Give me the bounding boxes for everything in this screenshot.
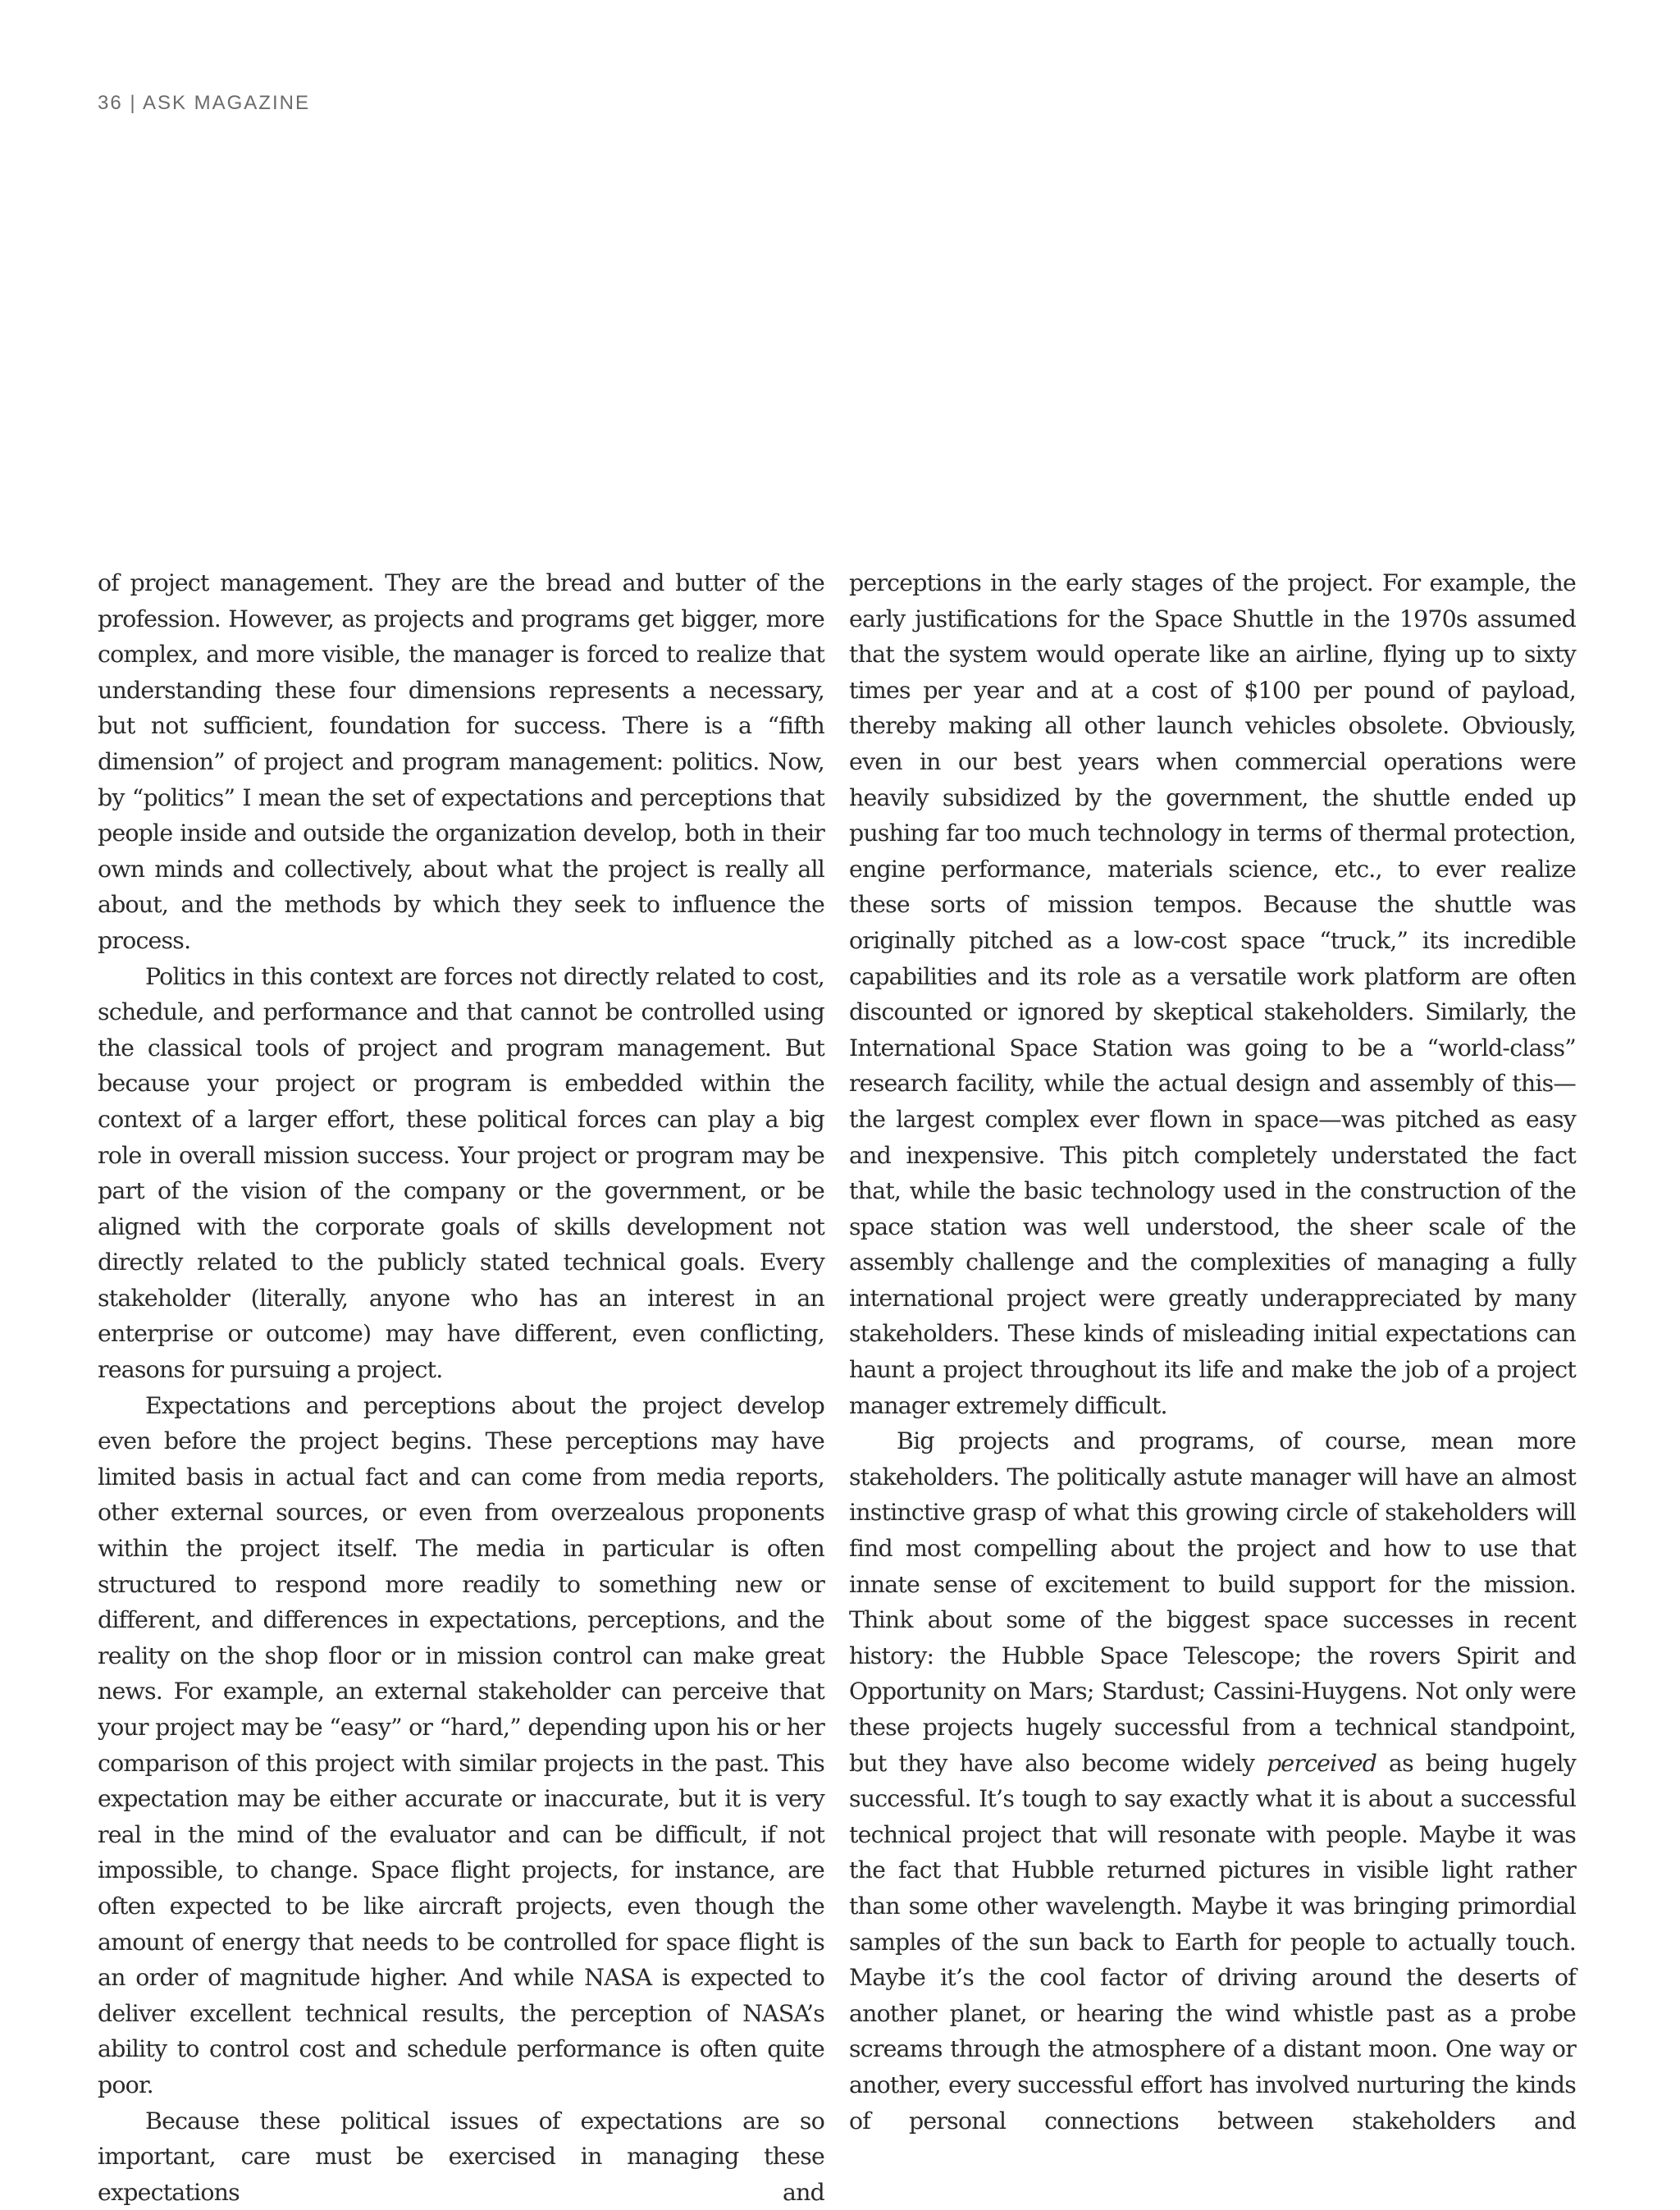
left-column [98,565,824,2210]
right-paragraph-1: perceptions in the early stages of the project. For example, the early justifications for the Space Shuttle in the 1970s assumed that the system would operate like an airline, flying up to sixty times per year and at a cost of $100 per pound of payload, thereby making all other launch vehicles obsolete. Obviously, even in our best years when commercial operations were heavily subsidized by the government, the shuttle ended up pushing far too much technology in terms of thermal protection, engine performance, materials science, etc., to ever realize these sorts of mission tempos. Because the shuttle was originally pitched as a low-cost space “truck,” its incredible capabilities and its role as a versatile work platform are often discounted or ignored by skeptical stakeholders. Similarly, the International Space Station was going to be a “world-class” research facility, while the actual design and assembly of this—the largest complex ever flown in space—was pitched as easy and inexpensive. This pitch completely understated the fact that, while the basic technology used in the construction of the space station was well understood, the sheer scale of the assembly challenge and the complexities of managing a fully international project were greatly underappreciated by many stakeholders. These kinds of misleading initial expectations can haunt a project throughout its life and make the job of a project manager extremely difficult. [849,569,1576,1419]
emphasis-perceived: perceived [1266,1749,1377,1777]
left-paragraph-3: Expectations and perceptions about the project develop even before the project begins. These perceptions may have limited basis in actual fact and can come from media reports, other external sources, or even from overzealous proponents within the project itself. The media in particular is often structured to respond more readily to something new or different, and differences in expectations, perceptions, and the reality on the shop floor or in mission control can make great news. For example, an external stakeholder can perceive that your project may be “easy” or “hard,” depending upon his or her comparison of this project with similar projects in the past. This expectation may be either accurate or inaccurate, but it is very real in the mind of the evaluator and can be difficult, if not impossible, to change. Space flight projects, for instance, are often expected to be like aircraft projects, even though the amount of energy that needs to be controlled for space flight is an order of magnitude higher. And while NASA is expected to deliver excellent technical results, the perception of NASA’s ability to control cost and schedule performance is often quite poor. [98,1391,824,2098]
left-paragraph-2: Politics in this context are forces not directly related to cost, schedule, and performance and that cannot be controlled using the classical tools of project and program management. But because your project or program is embedded within the context of a larger effort, these political forces can play a big role in overall mission success. Your project or program may be part of the vision of the company or the government, or be aligned with the corporate goals of skills development not directly related to the publicly stated technical goals. Every stakeholder (literally, anyone who has an interest in an enterprise or outcome) may have different, even conflicting, reasons for pursuing a project. [98,962,824,1384]
left-paragraph-1: of project management. They are the bread and butter of the profession. However, as projects and programs get bigger, more complex, and more visible, the manager is forced to realize that understanding these four dimensions represents a necessary, but not sufficient, foundation for success. There is a “fifth dimension” of project and program management: politics. Now, by “politics” I mean the set of expectations and perceptions that people inside and outside the organization develop, both in their own minds and collectively, about what the project is really all about, and the methods by which they seek to influence the process. [98,569,824,954]
right-paragraph-2-end: as being hugely successful. It’s tough to say exactly what it is about a successful technical project that will resonate with people. Maybe it was the fact that Hubble returned pictures in visible light rather than some other wavelength. Maybe it was bringing primordial samples of the sun back to Earth for people to actually touch. Maybe it’s the cool factor of driving around the deserts of another planet, or hearing the wind whistle past as a probe screams through the atmosphere of a distant moon. One way or another, every successful effort has involved nurturing the kinds of personal connections between stakeholders and [849,1749,1576,2135]
right-paragraph-2 [849,1423,1576,2139]
right-paragraph-2-start: Big projects and programs, of course, mean more stakeholders. The politically astute manager will have an almost instinctive grasp of what this growing circle of stakeholders will find most compelling about the project and how to use that innate sense of excitement to build support for the mission. Think about some of the biggest space successes in recent history: the Hubble Space Telescope; the rovers Spirit and Opportunity on Mars; Stardust; Cassini-Huygens. Not only were these projects hugely successful from a technical standpoint, but they have also become widely [849,1427,1576,1777]
right-column [849,565,1576,2139]
left-paragraph-4: Because these political issues of expectations are so important, care must be exercised in managing these expectations and [98,2107,824,2206]
running-head: 36 | ASK MAGAZINE [98,92,310,114]
